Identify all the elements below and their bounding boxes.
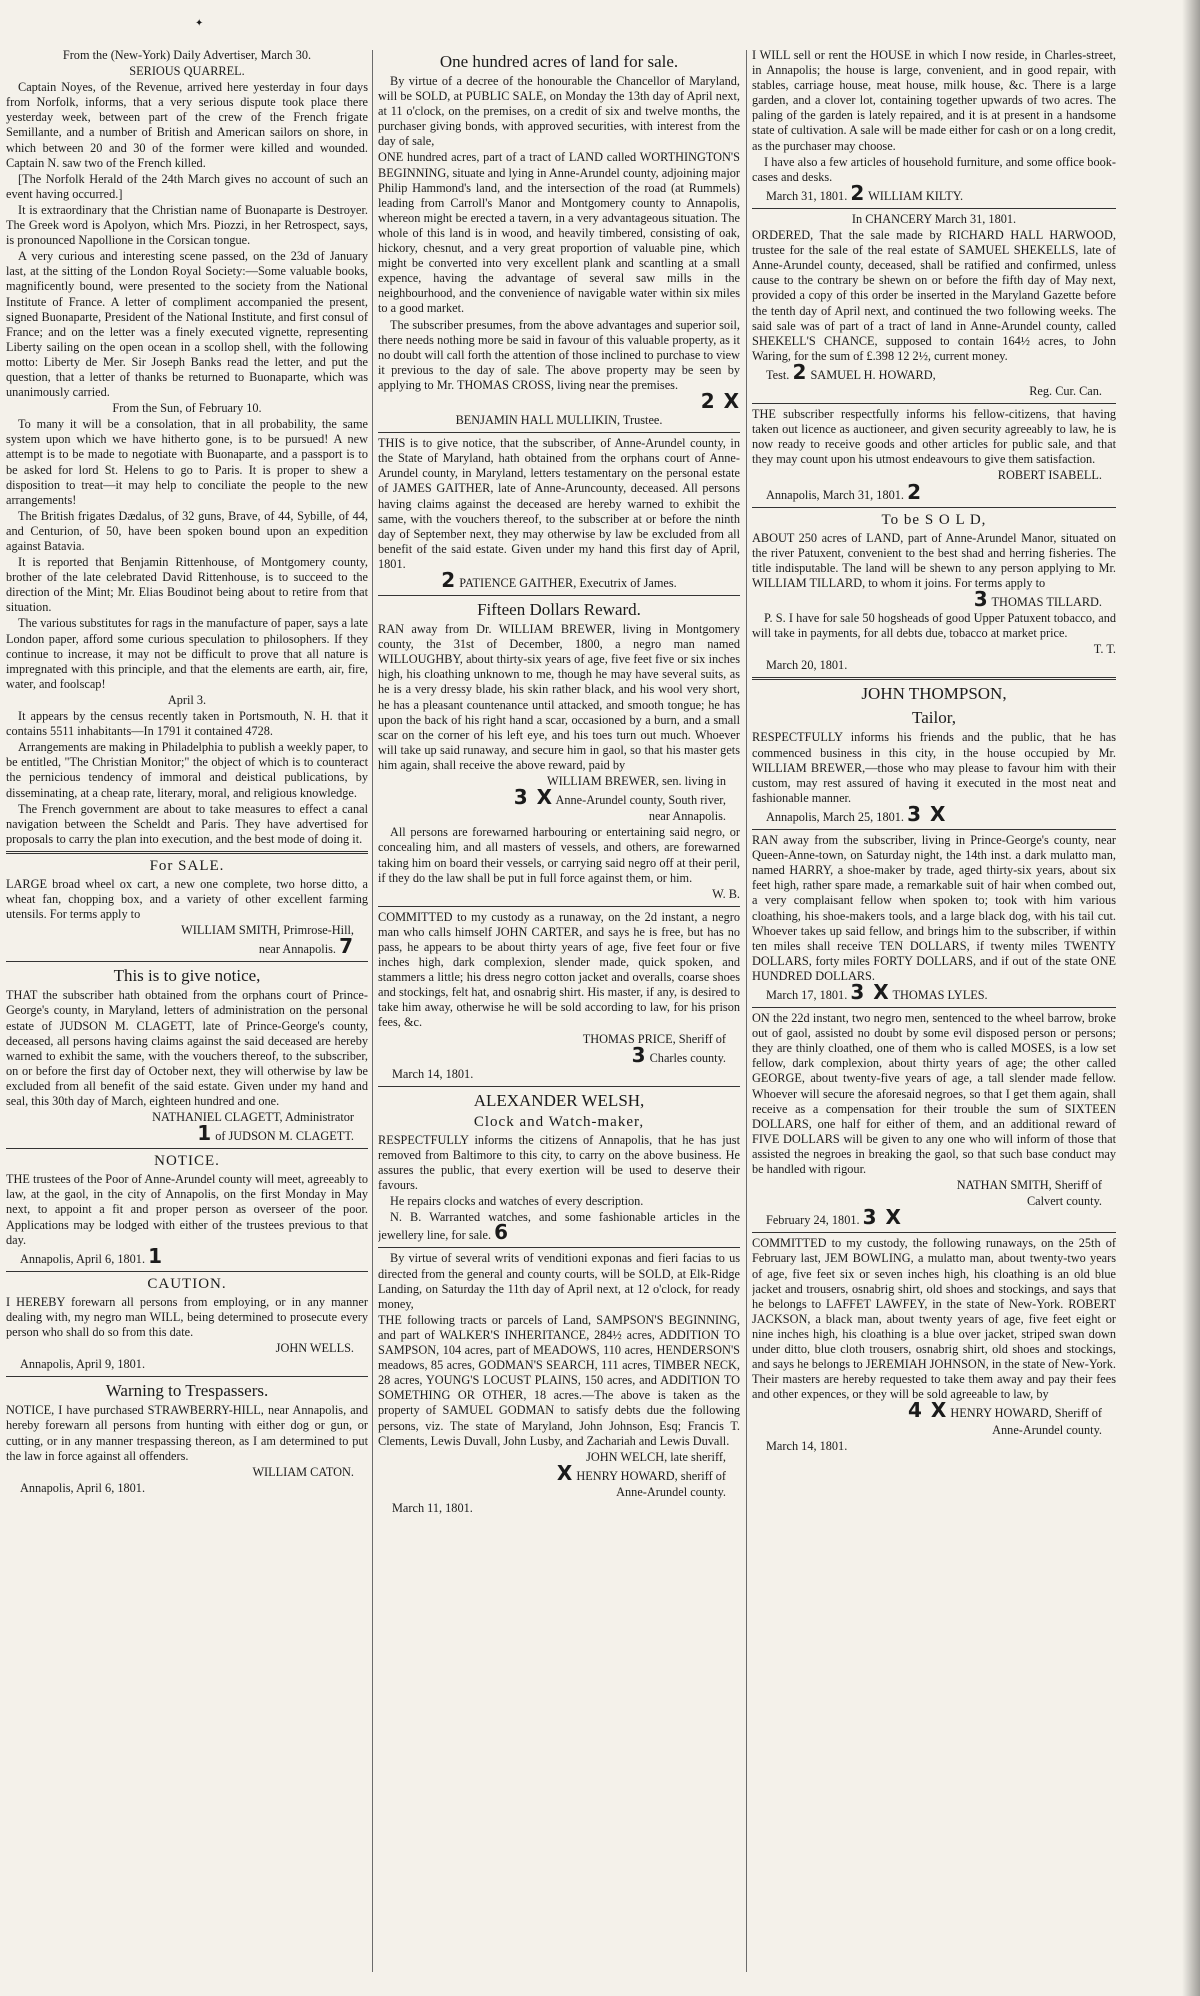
ad-date: Annapolis, April 6, 1801.	[20, 1480, 146, 1495]
ad-date: March 31, 1801. 2 WILLIAM KILTY.	[766, 180, 964, 205]
ad-body: He repairs clocks and watches of every description.	[390, 1194, 644, 1209]
handwritten-mark: 3 X	[907, 801, 947, 826]
ad-committed-bowling	[752, 1236, 1116, 1453]
ad-thompson	[752, 683, 1116, 825]
ad-body: I WILL sell or rent the HOUSE in which I now reside, in Charles-street, in Annapolis; the house is large, convenient, and in good repair, with stables, carriage house, meat house, milk house, &c. There is a large garden, and a clover lot, containing together upwards of two acres. The paling of the garden is lately repaired, and it is at present in a handsome state of cultivation. A sale will be made either for cash or on a long credit, as the purchaser may choose.	[752, 48, 1116, 153]
column-rule	[746, 50, 747, 1972]
article-source: From the (New-York) Daily Advertiser, March 30.	[62, 48, 312, 62]
ad-title: One hundred acres of land for sale.	[439, 52, 679, 71]
ad-initials: T. T.	[1093, 642, 1116, 657]
ad-welsh	[378, 1090, 740, 1244]
ad-body: RAN away from Dr. WILLIAM BREWER, living in Montgomery county, the 31st of December, 1800, a negro man named WILLOUGHBY, about thirty-six years of age, five feet five or six inches high, his cloathing unknown to me, though he may have several suits, as he is a very dressy blade, his skin rather black, and his wool very short, he has a pleasant countenance until attacked, and smooth tongue; he has upon the back of his right hand a scar, occasioned by a burn, and a small scar on the corner of his left eye, and his toes turn out much. Whoever will take up said runaway, and secure him in gaol, so that his master gets him again, shall receive the above reward, paid by	[378, 622, 740, 772]
handwritten-mark: 3 X	[513, 785, 554, 810]
ad-signature: 2 PATIENCE GAITHER, Executrix of James.	[441, 568, 677, 592]
ad-title: In CHANCERY March 31, 1801.	[851, 211, 1017, 226]
column-rule	[372, 50, 373, 1972]
divider	[752, 403, 1116, 404]
ad-to-be-sold	[752, 511, 1116, 674]
article-dateline: April 3.	[167, 692, 207, 707]
ad-trespassers	[6, 1380, 368, 1496]
ad-title: Fifteen Dollars Reward.	[477, 600, 641, 620]
ad-postscript: P. S. I have for sale 50 hogsheads of good Upper Patuxent tobacco, and will take in payments, for all debts due, tobacco at market price.	[752, 611, 1116, 641]
article-paragraph: The various substitutes for rags in the manufacture of paper, says a late London paper, afford some curious speculation to philosophers. If they continue to increase, it may not be difficult to prove that all nature is impregnated with this principle, and that the elements are earth, air, fire, water, and foolscap!	[6, 616, 368, 691]
ad-isabell	[752, 407, 1116, 503]
ad-caution	[6, 1275, 368, 1372]
divider	[752, 507, 1116, 508]
ad-body: THE trustees of the Poor of Anne-Arundel county will meet, agreeably to law, at the gaol, in the city of Annapolis, on the first Monday in May next, to appoint a fit and proper person as overseer of the poor. Applications may be lodged with either of the trustees previous to that day.	[6, 1172, 368, 1247]
ad-body: I HEREBY forewarn all persons from employing, or in any manner dealing with, my negro man WILL, being determined to prosecute every person who shall do so from this date.	[6, 1294, 368, 1340]
page-edge-shadow	[1182, 0, 1200, 1996]
article-title: SERIOUS QUARREL.	[129, 64, 245, 79]
ad-body: ON the 22d instant, two negro men, sentenced to the wheel barrow, broke out of gaol, assisted no doubt by some evil disposed person or persons; they are thinly cloathed, one of them who is called MOSES, is a low set fellow, dark complexion, about thirty years of age; the other called GEORGE, about twenty-five years of age, a tall slender made fellow. Whoever will secure the aforesaid negroes, so that I get them again, shall receive as a compensation for their trouble the sum of SIXTEEN DOLLARS, one half for either of them, and an additional reward of FIVE DOLLARS will be given to any one who will inform of those that assisted the negroes in breaking the gaol, so that such base conduct may be handled with rigour.	[752, 1011, 1116, 1176]
article-source: From the Sun, of February 10.	[112, 401, 262, 416]
divider	[378, 1247, 740, 1248]
ad-title: Warning to Trespassers.	[105, 1381, 269, 1401]
ad-signature: 3 Charles county.	[631, 1042, 726, 1067]
ad-signature: 1 of JUDSON M. CLAGETT.	[197, 1121, 354, 1146]
column-2	[378, 48, 740, 1976]
divider	[752, 829, 1116, 830]
handwritten-mark: 1	[148, 1243, 164, 1268]
ad-signature: 4 X HENRY HOWARD, Sheriff of	[907, 1398, 1102, 1423]
ad-date: Annapolis, April 6, 1801. 1	[20, 1243, 164, 1268]
article-paragraph: A very curious and interesting scene passed, on the 23d of January last, at the sitting of the London Royal Society:—Some valuable books, magnificently bound, were presented to the society from the National Institute of France. A letter of compliment accompanied the present, signed Buonaparte, President of the National Institute, and first consul of France; and on the letter was a finely executed vignette, representing Liberty sailing on the open ocean in a scollop shell, with the following motto: Liberty de Mer. Sir Joseph Banks read the letter, and put the question, that a letter of thanks be returned to Buonaparte, which was unanimously carried.	[6, 249, 368, 400]
ad-date: Annapolis, March 31, 1801. 2	[766, 479, 922, 504]
ad-subtitle: Tailor,	[912, 708, 956, 728]
ad-title: CAUTION.	[147, 1275, 227, 1292]
column-3	[752, 48, 1116, 1976]
divider	[378, 432, 740, 433]
ad-date: March 17, 1801. 3 X THOMAS LYLES.	[766, 979, 988, 1004]
divider	[378, 906, 740, 907]
ad-body: ORDERED, That the sale made by RICHARD HALL HARWOOD, trustee for the sale of the real estate of SAMUEL SHEKELLS, late of Anne-Arundel county, deceased, shall be ratified and confirmed, unless cause to the contrary be shewn on or before the fifth day of May next, provided a copy of this order be inserted in the Maryland Gazette before the tenth day of April next, and continued the two following weeks. The said sale was of part of a tract of land in Anne-Arundel county, called SHEKELL'S CHANCE, supposed to contain 164½ acres, to John Waring, for the sum of £.398 12 2½, current money.	[752, 228, 1116, 363]
ad-reward	[378, 599, 740, 902]
ad-runaway-harry	[752, 833, 1116, 1003]
ad-signature: WILLIAM BREWER, sen. living in	[547, 774, 726, 789]
article-paragraph: It is reported that Benjamin Rittenhouse, of Montgomery county, brother of the late celebrated David Rittenhouse, is to succeed to the direction of the Mint; Mr. Elias Boudinot being about to retire from that situation.	[6, 555, 368, 615]
handwritten-mark: 1	[197, 1121, 213, 1146]
ad-signature: near Annapolis.	[648, 809, 726, 824]
handwritten-mark: 2	[441, 568, 457, 592]
divider	[752, 677, 1116, 680]
article-paragraph: The French government are about to take measures to effect a canal navigation between the Scheldt and Paris. They have advertised for proposals to carry the plan into execution, and the best mode of doing it.	[6, 801, 368, 846]
ad-date: March 14, 1801.	[766, 1438, 848, 1453]
handwritten-mark: 2 X	[700, 388, 740, 413]
ad-body: All persons are forewarned harbouring or entertaining said negro, or concealing him, and all masters of vessels, and others, are forewarned taking him on board their vessels, or carrying said negro off at their peril, if they do the law shall be put in full force against them, or him.	[378, 825, 740, 885]
article-paragraph: It is extraordinary that the Christian name of Buonaparte is Destroyer. The Greek word is Apolyon, which Mrs. Piozzi, in her Retrospect, says, is pronounced Napollione in the Corsican tongue.	[6, 202, 368, 248]
divider	[752, 1232, 1116, 1233]
ad-signature: NATHAN SMITH, Sheriff of	[956, 1178, 1102, 1193]
handwritten-mark: 2	[792, 359, 808, 384]
article-paragraph: Arrangements are making in Philadelphia to publish a weekly paper, to be entitled, "The Christian Monitor;" the object of which is to counteract the pernicious tendency of immoral and deistical publications, by disseminating, at a cheap rate, literary, moral, and religious knowledge.	[6, 740, 368, 800]
handwritten-mark: X	[556, 1460, 574, 1485]
ad-signature: JOHN WELLS.	[275, 1341, 354, 1356]
ad-body: LARGE broad wheel ox cart, a new one complete, two horse ditto, a wheat fan, chopping box, and a variety of other excellent farming utensils. For terms apply to	[6, 876, 368, 922]
ad-signature: THOMAS PRICE, Sheriff of	[582, 1031, 726, 1046]
ad-body: RAN away from the subscriber, living in Prince-George's county, near Queen-Anne-town, on Saturday night, the 14th inst. a dark mulatto man, named HARRY, a shoe-maker by trade, aged thirty-six years, about six feet high, rather spare made, a remarkable suit of hair when combed out, a very complaisant fellow when spoken to; took with him various cloathing, his shoe-makers tools, and a large black dog, with his tail cut. Whoever takes up said fellow, and brings him to the subscriber, if within ten miles shall receive TEN DOLLARS, if twenty miles TWENTY DOLLARS, forty miles FORTY DOLLARS, and if out of the state ONE HUNDRED DOLLARS.	[752, 833, 1116, 983]
news-article	[6, 48, 368, 847]
ad-committed-carter	[378, 910, 740, 1082]
divider	[6, 961, 368, 962]
divider	[378, 595, 740, 596]
article-paragraph: The British frigates Dædalus, of 32 guns, Brave, of 44, Sybille, of 44, and Centurion, of 50, have been spoken bound upon an expedition against Batavia.	[6, 508, 368, 553]
ad-body: ABOUT 250 acres of LAND, part of Anne-Arundel Manor, situated on the river Patuxent, convenient to the best shad and herring fisheries. The title indisputable. The land will be shewn to any person applying to Mr. WILLIAM TILLARD, to whom it joins. For terms apply to	[752, 530, 1116, 590]
article-paragraph: [The Norfolk Herald of the 24th March gives no account of such an event having occurred.]	[6, 171, 368, 201]
ad-kilty-house	[752, 48, 1116, 204]
ad-signature: X HENRY HOWARD, sheriff of	[556, 1460, 726, 1485]
handwritten-mark: 2	[907, 479, 922, 504]
ad-signature: WILLIAM SMITH, Primrose-Hill,	[181, 923, 354, 938]
ad-clagett-notice	[6, 965, 368, 1144]
ad-body: RESPECTFULLY informs the citizens of Annapolis, that he has just removed from Baltimore to this city, to carry on the above business. He assures the public, that every exertion will be used to deserve their favours.	[378, 1132, 740, 1193]
ad-date: February 24, 1801. 3 X	[766, 1205, 902, 1230]
divider	[6, 1376, 368, 1377]
handwritten-mark: 3	[631, 1042, 647, 1067]
ad-date: Annapolis, March 25, 1801. 3 X	[766, 801, 947, 826]
article-paragraph: Captain Noyes, of the Revenue, arrived here yesterday in four days from Norfolk, informs, that a very serious dispute took place there yesterday week, between part of the crew of the French frigate Semillante, and a number of British and American sailors on shore, in which between 20 and 30 of the former were killed and wounded. Captain N. saw two of the French killed.	[6, 80, 368, 170]
ad-title: This is to give notice,	[113, 966, 261, 986]
ad-signature: JOHN WELCH, late sheriff,	[586, 1449, 726, 1464]
ad-date: March 14, 1801.	[392, 1066, 474, 1081]
ad-body: N. B. Warranted watches, and some fashionable articles in the jewellery line, for sale. 6	[378, 1210, 740, 1245]
ad-signature: 3 THOMAS TILLARD.	[973, 587, 1102, 611]
ad-body: RESPECTFULLY informs his friends and the public, that he has commenced business in this city, in the house occupied by Mr. WILLIAM BREWER,—those who may please to favour him with their custom, may rest assured of having it executed in the most neat and fashionable manner.	[752, 730, 1116, 805]
ad-subtitle: Clock and Watch-maker,	[473, 1113, 645, 1130]
ad-signature: near Annapolis. 7	[258, 934, 354, 959]
ad-signature: ROBERT ISABELL.	[997, 468, 1102, 483]
divider	[6, 1148, 368, 1149]
ad-body: NOTICE, I have purchased STRAWBERRY-HILL, near Annapolis, and hereby forewarn all persons from hunting with either dog or gun, or cutting, or in any manner trespassing thereon, as I am determined to put the law in force against all offenders.	[6, 1403, 368, 1463]
ad-initials: W. B.	[712, 886, 740, 901]
ad-body: The subscriber presumes, from the above advantages and superior soil, there needs nothing more be said in favour of this valuable property, as it no doubt will call forth the attention of those inclined to purchase to view it previous to the day of sale. The above property may be seen by applying to Mr. THOMAS CROSS, living near the premises.	[378, 317, 740, 392]
ad-body: COMMITTED to my custody, the following runaways, on the 25th of February last, JEM BOWLING, a mulatto man, about twenty-two years of age, five feet six or seven inches high, his cloathing is an old blue jacket and trousers, osnabrig shirt, old shoes and stockings, and says that he belongs to LAFFET LAWFEY, in the state of New-York. ROBERT JACKSON, a black man, about twenty years of age, five feet eight or nine inches high, his cloathing is a blue over jacket, striped swan down under ditto, blue cloth trousers, osnabrig shirt, old shoes and stockings, and says he belongs to JEREMIAH JOHNSON, in the state of New-York. Their masters are hereby requested to take them away and pay their fees and other expences, or they will be sold agreeable to law, by	[752, 1236, 1116, 1402]
ad-date: Annapolis, April 9, 1801.	[20, 1357, 146, 1372]
handwritten-mark: 7	[339, 934, 354, 959]
ad-body: COMMITTED to my custody as a runaway, on the 2d instant, a negro man who calls himself JOHN CARTER, and says he is free, but has no pass, he appears to be about thirty years of age, five feet four or five inches high, dark complexion, slender made, quick spoken, and stammers a little; his dress negro cotton jacket and overalls, coarse shoes and stockings, felt hat, and osnabrig shirt. His master, if any, is desired to take him away, otherwise he will be sold according to law, for his prison fees, &c.	[378, 909, 740, 1030]
ad-body: THIS is to give notice, that the subscriber, of Anne-Arundel county, in the State of Maryland, hath obtained from the orphans court of Anne-Arundel county, in Maryland, letters testamentary on the personal estate of JAMES GAITHER, late of Anne-Aruncounty, deceased. All persons having claims against the deceased are hereby warned to exhibit the same, with the vouchers thereof, to the subscriber at or before the ninth day of September next, they may otherwise by law be excluded from all benefit of the said estate. Given under my hand this first day of April, 1801.	[378, 436, 740, 571]
ad-body: THE following tracts or parcels of Land, SAMPSON'S BEGINNING, and part of WALKER'S INHERITANCE, 284½ acres, ADDITION TO SAMPSON, 104 acres, part of MEADOWS, 110 acres, HENDERSON'S meadows, 85 acres, GODMAN'S SEARCH, 111 acres, TIMBER NECK, 28 acres, YOUNG'S LOCUST PLAINS, 150 acres, and ADDITION TO SOMETHING OR OTHER, 18 acres.—The above is taken as the property of SAMUEL GODMAN to satisfy debts due the following persons, viz. The state of Maryland, John Johnson, Esq; Francis T. Clements, Lewis Duvall, John Lusby, and Zachariah and Lewis Duvall.	[378, 1312, 740, 1448]
ad-title: ALEXANDER WELSH,	[473, 1090, 645, 1110]
page-ornament: ✦	[195, 18, 204, 29]
ad-gaither-notice	[378, 436, 740, 591]
ad-trustees-notice	[6, 1152, 368, 1267]
ad-signature: Anne-Arundel county.	[992, 1422, 1102, 1437]
ad-body: THE subscriber respectfully informs his fellow-citizens, that having taken out licence as auctioneer, and given security agreeably to law, he is now ready to receive goods and other articles for public sale, and that they may count upon his utmost endeavours to give them satisfaction.	[752, 407, 1116, 467]
handwritten-mark: 2	[850, 180, 866, 205]
divider	[752, 208, 1116, 209]
handwritten-mark: 3	[973, 587, 989, 611]
divider	[752, 1007, 1116, 1008]
ad-date: March 11, 1801.	[392, 1500, 473, 1515]
ad-intro: By virtue of several writs of venditioni exponas and fieri facias to us directed from the general and county courts, will be SOLD, at Elk-Ridge Landing, on Saturday the 11th day of April next, at 12 o'clock, for ready money,	[378, 1251, 740, 1311]
article-paragraph: To many it will be a consolation, that in all probability, the same system upon which we have hitherto gone, is to be pursued! A new attempt is to be made to negotiate with Buonaparte, and a passport is to be asked for lord St. Helens to go to Paris. It is proper to shew a disposition to treat—it may help to conciliate the people to the new arrangements!	[6, 417, 368, 507]
ad-signature: WILLIAM CATON.	[252, 1464, 354, 1479]
ad-signature: NATHANIEL CLAGETT, Administrator	[152, 1110, 354, 1125]
ad-gaol-break	[752, 1011, 1116, 1228]
ad-signature: Reg. Cur. Can.	[1029, 383, 1102, 398]
ad-body: THAT the subscriber hath obtained from the orphans court of Prince-George's county, in Maryland, letters of administration on the personal estate of JUDSON M. CLAGETT, late of Prince-George's county, deceased, all persons having claims against the said deceased are hereby warned to exhibit the same, with the vouchers thereof, to the subscriber, on or before the first day of October next, they will otherwise by law be excluded from all benefit of the said estate. Given under my hand and seal, this 30th day of March, eighteen hundred and one.	[6, 988, 368, 1108]
ad-signature: Anne-Arundel county.	[616, 1484, 726, 1499]
handwritten-mark: 4 X	[907, 1398, 948, 1423]
ad-title: NOTICE.	[154, 1153, 220, 1170]
ad-intro: By virtue of a decree of the honourable the Chancellor of Maryland, will be SOLD, at PUBLIC SALE, on Monday the 13th day of April next, at 11 o'clock, on the premises, on a credit of six and twelve months, the purchaser giving bonds, with approved securities, with interest from the day of sale,	[378, 74, 740, 149]
handwritten-mark: 3 X	[862, 1205, 902, 1230]
ad-chancery	[752, 212, 1116, 399]
ad-land-sale	[378, 51, 740, 428]
ad-signature: BENJAMIN HALL MULLIKIN, Trustee.	[455, 413, 663, 428]
column-1	[6, 48, 368, 1976]
divider	[378, 1086, 740, 1087]
ad-body: ONE hundred acres, part of a tract of LAND called WORTHINGTON'S BEGINNING, situate and lying in Anne-Arundel county, adjoining major Philip Hammond's land, and the intersection of the road (at Rummels) leading from Carroll's Manor and Montgomery county to Annapolis, whereon might be erected a tavern, in a very advantageous situation. The whole of this land is in wood, and heavily timbered, consisting of oak, hickory, chesnut, and a very great proportion of valuable pine, which might be converted into very excellent plank and scantling at a small expence, having the advantage of several saw mills in the neighbourhood, and the convenience of navigable water within six miles to a good market.	[378, 150, 740, 316]
ad-title: JOHN THOMPSON,	[861, 684, 1007, 704]
ad-sheriff-sale	[378, 1251, 740, 1516]
ad-for-sale	[6, 857, 368, 957]
ad-title: For SALE.	[149, 857, 225, 874]
ad-date: March 20, 1801.	[766, 658, 848, 673]
handwritten-mark: 6	[494, 1220, 510, 1245]
ad-signature: Calvert county.	[1026, 1194, 1102, 1209]
ad-signature: 3 X Anne-Arundel county, South river,	[513, 785, 726, 810]
article-paragraph: It appears by the census recently taken in Portsmouth, N. H. that it contains 5511 inhabitants—In 1791 it contained 4728.	[6, 709, 368, 739]
handwritten-mark: 3 X	[850, 979, 890, 1004]
ad-title: To be S O L D,	[881, 511, 987, 528]
ad-signature: Test. 2 SAMUEL H. HOWARD,	[766, 359, 936, 384]
ad-body: I have also a few articles of household furniture, and some office book-cases and desks.	[752, 154, 1116, 184]
divider	[6, 1271, 368, 1272]
divider	[6, 851, 368, 854]
